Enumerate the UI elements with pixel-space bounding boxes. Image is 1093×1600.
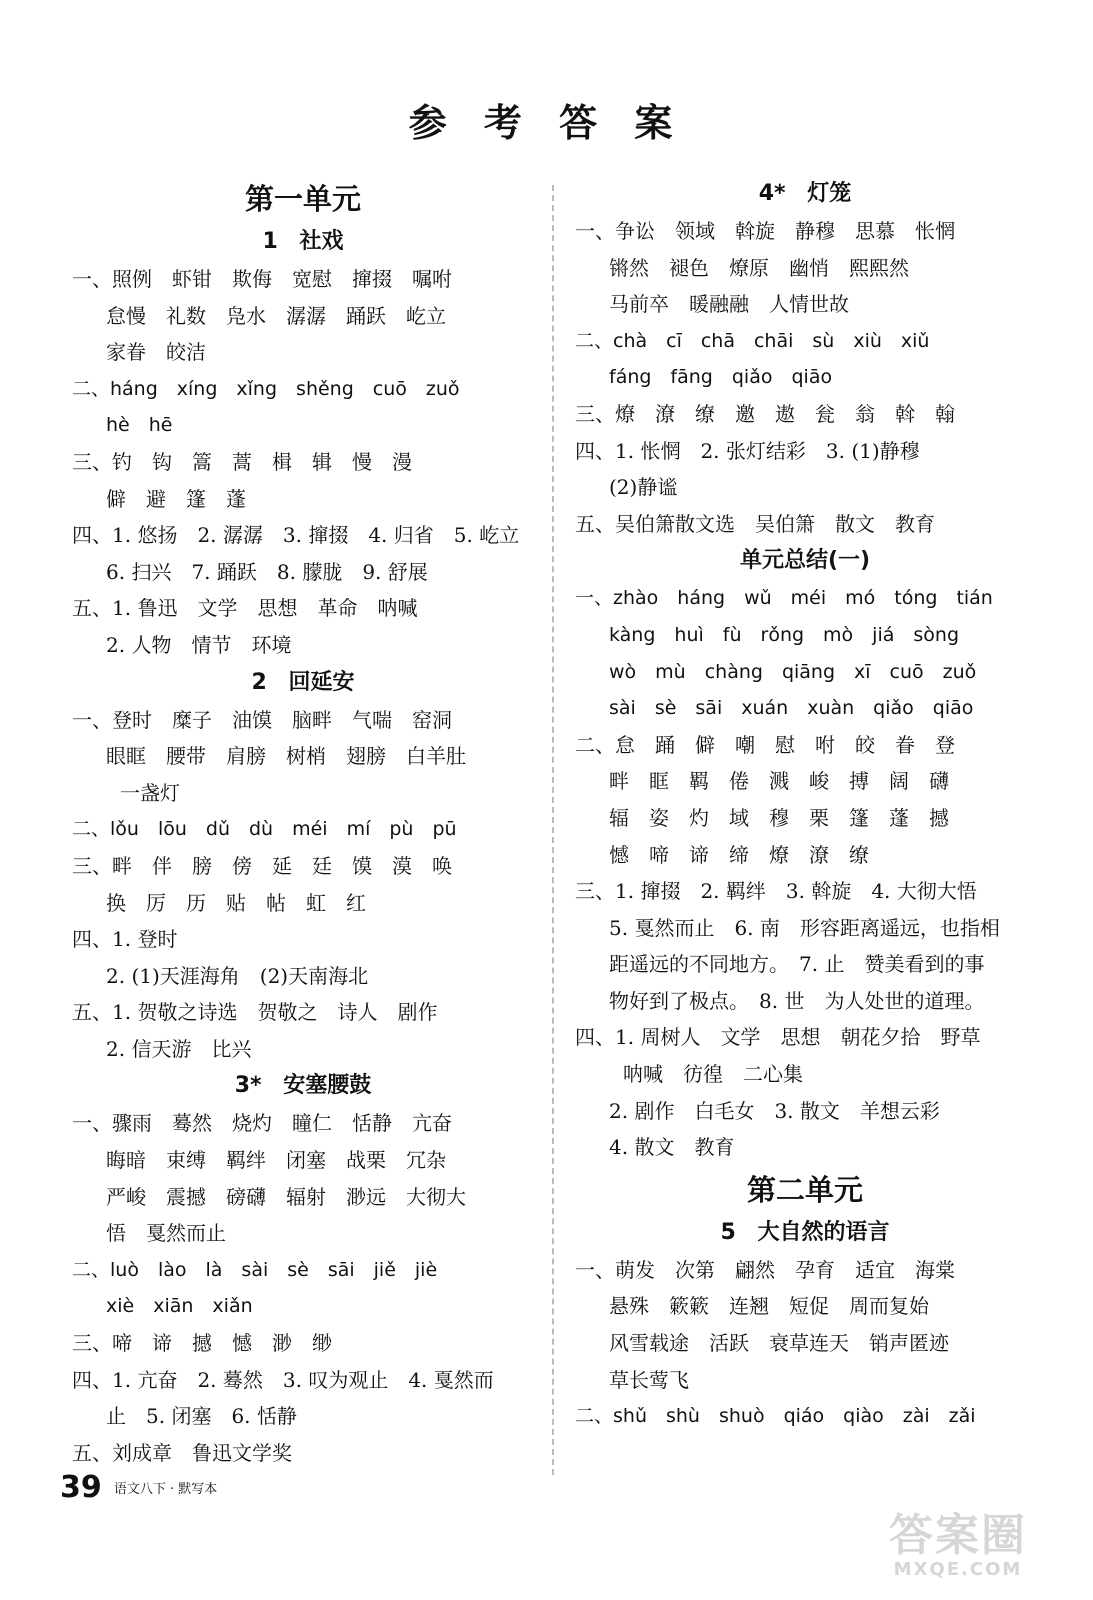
pinyin-line: kàng huì fù rǒng mò jiá sòng	[609, 623, 960, 646]
answer-line: 四、1. 怅惘 2. 张灯结彩 3. (1)静穆	[575, 438, 920, 463]
answer-line: 一盏灯	[120, 780, 180, 805]
right-column	[575, 175, 1035, 1435]
answer-line: 五、刘成章 鲁迅文学奖	[72, 1440, 292, 1465]
pinyin-line: xiè xiān xiǎn	[106, 1295, 253, 1318]
unit-title: 第二单元	[746, 1172, 863, 1207]
answer-line: 4. 散文 教育	[609, 1135, 735, 1160]
answer-line: 一、争讼 领域 斡旋 静穆 思慕 怅惘	[575, 219, 955, 243]
pinyin-line: hè hē	[106, 414, 173, 437]
answer-line: 三、啼 谛 撼 憾 渺 缈	[72, 1331, 332, 1356]
answer-line: 锵然 褪色 燎原 幽悄 熙熙然	[609, 255, 909, 280]
lesson-title: 5 大自然的语言	[720, 1219, 890, 1245]
answer-line: 换 厉 历 贴 帖 虹 红	[106, 890, 366, 915]
answer-line: 一、萌发 次第 翩然 孕育 适宜 海棠	[575, 1257, 955, 1282]
page-title: 参 考 答 案	[408, 101, 685, 145]
answer-line: 二、怠 踊 僻 嘲 慰 咐 皎 眷 登	[575, 732, 955, 757]
lesson-title: 4* 灯笼	[758, 181, 852, 206]
pinyin-line: 二、luò lào là sài sè sāi jiě jiè	[72, 1258, 438, 1281]
answer-line: 悬殊 簌簌 连翘 短促 周而复始	[609, 1294, 929, 1319]
lesson-title: 1 社戏	[262, 229, 344, 254]
pinyin-line: fáng fāng qiǎo qiāo	[609, 366, 833, 389]
answer-line: 呐喊 彷徨 二心集	[623, 1062, 803, 1087]
answer-line: 五、1. 贺敬之诗选 贺敬之 诗人 剧作	[72, 1000, 438, 1025]
answer-line: 四、1. 亢奋 2. 蓦然 3. 叹为观止 4. 戛然而	[72, 1367, 494, 1392]
page-number: 39	[60, 1470, 102, 1505]
lesson-title: 单元总结(一)	[739, 548, 871, 574]
pinyin-line: 二、háng xíng xǐng shěng cuō zuǒ	[72, 377, 460, 400]
answer-line: 2. 信天游 比兴	[106, 1036, 252, 1061]
left-column	[72, 175, 534, 1471]
answer-line: 距遥远的不同地方。 7. 止 赞美看到的事	[609, 952, 985, 977]
footer-label: 语文八下 · 默写本	[113, 1482, 218, 1497]
answer-line: 三、燎 潦 缭 邀 遨 瓮 翁 斡 翰	[575, 401, 955, 426]
answer-line: 眼眶 腰带 肩膀 树梢 翅膀 白羊肚	[106, 744, 466, 769]
page-footer	[60, 1470, 217, 1505]
answer-line: 草长莺飞	[609, 1367, 689, 1392]
watermark-logo	[863, 1512, 1053, 1582]
answer-line: 风雪载途 活跃 衰草连天 销声匿迹	[609, 1331, 949, 1356]
pinyin-line: 二、lǒu lōu dǔ dù méi mí pù pū	[72, 818, 457, 841]
answer-line: 6. 扫兴 7. 踊跃 8. 朦胧 9. 舒展	[106, 559, 428, 584]
answer-line: 怠慢 礼数 凫水 潺潺 踊跃 屹立	[106, 303, 446, 328]
answer-line: 一、骤雨 蓦然 烧灼 瞳仁 恬静 亢奋	[72, 1111, 452, 1136]
answer-line: 畔 眶 羁 倦 溅 峻 搏 阔 礴	[609, 769, 949, 794]
answer-line: 五、1. 鲁迅 文学 思想 革命 呐喊	[72, 596, 418, 621]
answer-line: 一、登时 糜子 油馍 脑畔 气喘 窑洞	[72, 707, 452, 732]
answer-line: 三、1. 撺掇 2. 羁绊 3. 斡旋 4. 大彻大悟	[575, 879, 977, 904]
lesson-title: 3* 安塞腰鼓	[234, 1073, 372, 1099]
answer-line: 悟 戛然而止	[106, 1221, 226, 1246]
answer-line: 四、1. 周树人 文学 思想 朝花夕拾 野草	[575, 1025, 981, 1050]
answer-line: 僻 避 篷 蓬	[106, 486, 246, 511]
pinyin-line: 二、shǔ shù shuò qiáo qiào zài zǎi	[575, 1405, 976, 1428]
answer-line: 四、1. 登时	[72, 927, 178, 952]
answer-line: 家眷 皎洁	[106, 340, 206, 365]
answer-line: 马前卒 暖融融 人情世故	[609, 292, 849, 317]
answer-line: 2. 剧作 白毛女 3. 散文 羊想云彩	[609, 1098, 940, 1123]
watermark-url: MXQE.COM	[893, 1559, 1023, 1580]
answer-line: 辐 姿 灼 域 穆 栗 篷 蓬 撼	[609, 805, 949, 830]
answer-line: 晦暗 束缚 羁绊 闭塞 战栗 冗杂	[106, 1148, 446, 1173]
answer-line: (2)静谧	[609, 475, 678, 500]
answer-line: 五、吴伯箫散文选 吴伯箫 散文 教育	[575, 511, 935, 536]
answer-line: 四、1. 悠扬 2. 潺潺 3. 撺掇 4. 归省 5. 屹立	[72, 523, 520, 548]
pinyin-line: wò mù chàng qiāng xī cuō zuǒ	[609, 660, 977, 683]
answer-line: 2. (1)天涯海角 (2)天南海北	[106, 963, 369, 988]
answer-line: 一、照例 虾钳 欺侮 宽慰 撺掇 嘱咐	[72, 267, 452, 291]
pinyin-line: 一、zhào háng wǔ méi mó tóng tián	[575, 587, 993, 610]
answer-line: 止 5. 闭塞 6. 恬静	[106, 1404, 297, 1429]
lesson-title: 2 回延安	[251, 669, 355, 695]
pinyin-line: 二、chà cī chā chāi sù xiù xiǔ	[575, 329, 930, 352]
column-divider	[552, 185, 554, 1475]
watermark-logo-text: 答案圈	[889, 1510, 1027, 1561]
answer-line: 5. 戛然而止 6. 南 形容距离遥远，也指相	[609, 915, 1000, 940]
answer-line: 三、钓 钩 篙 蒿 楫 辑 慢 漫	[72, 449, 412, 474]
unit-title: 第一单元	[244, 182, 361, 216]
answer-line: 物好到了极点。 8. 世 为人处世的道理。	[609, 988, 985, 1013]
answer-line: 三、畔 伴 膀 傍 延 廷 馍 漠 唤	[72, 853, 452, 878]
answer-line: 严峻 震撼 磅礴 辐射 渺远 大彻大	[106, 1184, 466, 1209]
answer-line: 憾 啼 谛 缔 燎 潦 缭	[609, 842, 869, 867]
answer-line: 2. 人物 情节 环境	[106, 632, 292, 657]
pinyin-line: sài sè sāi xuán xuàn qiǎo qiāo	[609, 697, 974, 720]
